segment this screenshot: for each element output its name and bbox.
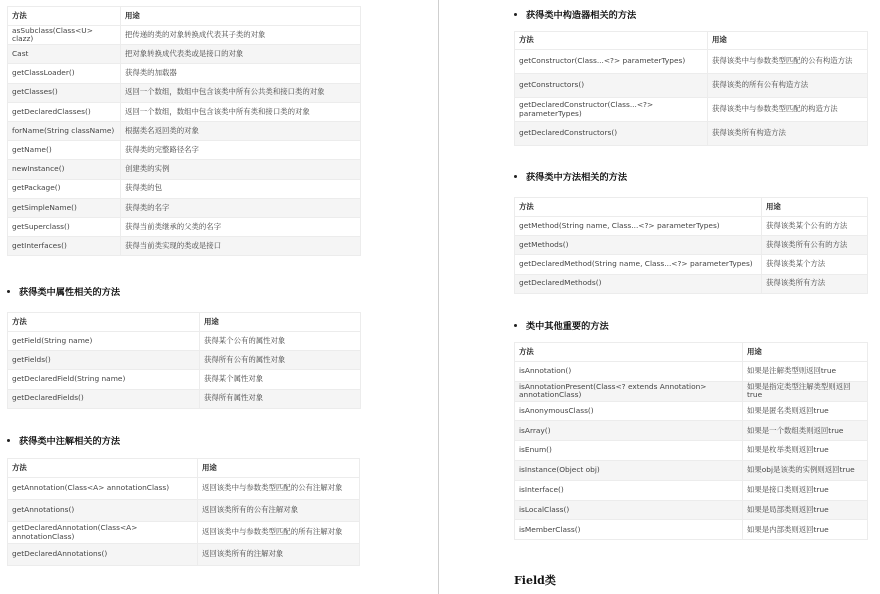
table-row [515,441,868,461]
bullet-icon [514,324,517,327]
method-cell: getDeclaredField(String name) [8,370,200,389]
constructor-methods-table-wrap [514,31,868,146]
method-section-title: 获得类中方法相关的方法 [526,172,628,183]
purpose-cell: 返回该类中与参数类型匹配的所有注解对象 [198,522,360,544]
purpose-cell: 返回一个数组，数组中包含该类中所有类和接口类的对象 [121,102,361,121]
purpose-cell: 如果是匿名类则返回true [743,401,868,421]
table-row [515,401,868,421]
table-row [8,522,360,544]
purpose-cell: 返回该类所有的公有注解对象 [198,500,360,522]
method-cell: getDeclaredMethod(String name, Class...<?> parameterTypes) [515,255,762,274]
method-cell: getAnnotations() [8,500,198,522]
column-header-purpose: 用途 [198,459,360,478]
method-cell: isAnnotation() [515,362,743,382]
table-row [515,98,868,122]
method-cell: isInstance(Object obj) [515,460,743,480]
column-header-purpose: 用途 [743,343,868,362]
other-section-title: 类中其他重要的方法 [526,321,609,332]
column-header-method: 方法 [8,313,200,332]
purpose-cell: 获得该类的所有公有构造方法 [708,74,868,98]
field-methods-table [7,312,361,409]
bullet-icon [7,290,10,293]
column-header-method: 方法 [8,7,121,26]
table-row [515,236,868,255]
bullet-icon [7,439,10,442]
purpose-cell: 如果obj是该类的实例则返回true [743,460,868,480]
purpose-cell: 获得该类某个方法 [762,255,868,274]
table-row [8,26,361,45]
method-cell: getMethods() [515,236,762,255]
purpose-cell: 把对象转换成代表类或是接口的对象 [121,45,361,64]
purpose-cell: 获得类的加载器 [121,64,361,83]
annotation-section-heading [7,433,120,447]
constructor-section-heading [514,7,636,21]
method-cell: getDeclaredFields() [8,389,200,408]
purpose-cell: 获得所有属性对象 [200,389,361,408]
purpose-cell: 返回该类所有的注解对象 [198,544,360,566]
table-row [515,520,868,540]
method-cell: getDeclaredClasses() [8,102,121,121]
table-row [8,198,361,217]
class-methods-table-wrap [7,6,361,256]
method-cell: isArray() [515,421,743,441]
method-cell: getDeclaredMethods() [515,274,762,293]
constructor-methods-table [514,31,868,146]
method-methods-table-wrap [514,197,868,294]
field-class-title: Field类 [514,574,556,587]
purpose-cell: 如果是一个数组类则返回true [743,421,868,441]
bullet-icon [514,13,517,16]
method-cell: Cast [8,45,121,64]
method-cell: getSuperclass() [8,217,121,236]
table-header-row [8,313,361,332]
table-row [8,64,361,83]
method-cell: isMemberClass() [515,520,743,540]
table-row [8,217,361,236]
purpose-cell: 如果是内部类则返回true [743,520,868,540]
purpose-cell: 获得该类中与参数类型匹配的公有构造方法 [708,50,868,74]
table-row [515,381,868,401]
purpose-cell: 返回该类中与参数类型匹配的公有注解对象 [198,478,360,500]
annotation-section-title: 获得类中注解相关的方法 [19,436,121,447]
table-row [515,74,868,98]
table-row [8,500,360,522]
field-section-heading [7,284,120,298]
purpose-cell: 获得该类某个公有的方法 [762,217,868,236]
method-cell: getDeclaredConstructor(Class...<?> parameterTypes) [515,98,708,122]
table-row [8,370,361,389]
table-row [8,83,361,102]
field-section-title: 获得类中属性相关的方法 [19,287,121,298]
class-methods-table [7,6,361,256]
method-section-heading [514,169,627,183]
table-row [515,255,868,274]
column-header-purpose: 用途 [200,313,361,332]
method-cell: getAnnotation(Class<A> annotationClass) [8,478,198,500]
table-row [8,102,361,121]
table-header-row [515,32,868,50]
method-cell: getName() [8,141,121,160]
purpose-cell: 获得当前类实现的类或是接口 [121,237,361,256]
purpose-cell: 获得该类所有公有的方法 [762,236,868,255]
method-cell: forName(String className) [8,121,121,140]
purpose-cell: 获得所有公有的属性对象 [200,351,361,370]
table-row [515,500,868,520]
table-row [515,274,868,293]
method-cell: getSimpleName() [8,198,121,217]
table-header-row [8,7,361,26]
table-row [8,332,361,351]
method-cell: getDeclaredConstructors() [515,122,708,146]
purpose-cell: 如果是枚举类则返回true [743,441,868,461]
purpose-cell: 获得该类所有构造方法 [708,122,868,146]
table-row [515,217,868,236]
purpose-cell: 根据类名返回类的对象 [121,121,361,140]
column-header-method: 方法 [515,198,762,217]
table-row [8,478,360,500]
purpose-cell: 如果是指定类型注解类型则返回true [743,381,868,401]
bullet-icon [514,175,517,178]
annotation-methods-table-wrap [7,458,360,566]
method-cell: getConstructors() [515,74,708,98]
method-cell: isAnnotationPresent(Class<? extends Annotation> annotationClass) [515,381,743,401]
table-row [8,351,361,370]
method-cell: getField(String name) [8,332,200,351]
table-row [8,45,361,64]
table-row [515,122,868,146]
table-row [515,50,868,74]
table-row [515,460,868,480]
table-header-row [515,343,868,362]
table-row [8,389,361,408]
purpose-cell: 创建类的实例 [121,160,361,179]
purpose-cell: 如果是接口类则返回true [743,480,868,500]
table-row [8,141,361,160]
purpose-cell: 获得当前类继承的父类的名字 [121,217,361,236]
method-cell: getPackage() [8,179,121,198]
other-methods-table [514,342,868,540]
purpose-cell: 获得类的完整路径名字 [121,141,361,160]
purpose-cell: 如果是注解类型则返回true [743,362,868,382]
column-header-purpose: 用途 [121,7,361,26]
method-cell: asSubclass(Class<U> clazz) [8,26,121,45]
method-cell: isAnonymousClass() [515,401,743,421]
page-divider [438,0,439,594]
column-header-method: 方法 [515,343,743,362]
constructor-section-title: 获得类中构造器相关的方法 [526,10,637,21]
column-header-method: 方法 [8,459,198,478]
table-row [8,160,361,179]
purpose-cell: 获得某个公有的属性对象 [200,332,361,351]
method-cell: getMethod(String name, Class...<?> parameterTypes) [515,217,762,236]
table-row [8,544,360,566]
column-header-purpose: 用途 [762,198,868,217]
method-cell: getClassLoader() [8,64,121,83]
method-methods-table [514,197,868,294]
table-row [8,237,361,256]
method-cell: isEnum() [515,441,743,461]
purpose-cell: 获得该类中与参数类型匹配的构造方法 [708,98,868,122]
method-cell: getInterfaces() [8,237,121,256]
purpose-cell: 返回一个数组，数组中包含该类中所有公共类和接口类的对象 [121,83,361,102]
table-header-row [515,198,868,217]
method-cell: isLocalClass() [515,500,743,520]
other-section-heading [514,318,609,332]
table-row [515,362,868,382]
method-cell: getClasses() [8,83,121,102]
method-cell: getConstructor(Class...<?> parameterTypes) [515,50,708,74]
table-row [8,179,361,198]
table-row [515,421,868,441]
purpose-cell: 把传递的类的对象转换成代表其子类的对象 [121,26,361,45]
method-cell: newInstance() [8,160,121,179]
other-methods-table-wrap [514,342,868,540]
purpose-cell: 获得某个属性对象 [200,370,361,389]
method-cell: getFields() [8,351,200,370]
purpose-cell: 获得该类所有方法 [762,274,868,293]
table-header-row [8,459,360,478]
method-cell: isInterface() [515,480,743,500]
table-row [515,480,868,500]
method-cell: getDeclaredAnnotations() [8,544,198,566]
column-header-purpose: 用途 [708,32,868,50]
table-row [8,121,361,140]
purpose-cell: 获得类的名字 [121,198,361,217]
column-header-method: 方法 [515,32,708,50]
purpose-cell: 如果是局部类则返回true [743,500,868,520]
purpose-cell: 获得类的包 [121,179,361,198]
field-methods-table-wrap [7,312,361,409]
method-cell: getDeclaredAnnotation(Class<A> annotationClass) [8,522,198,544]
annotation-methods-table [7,458,360,566]
